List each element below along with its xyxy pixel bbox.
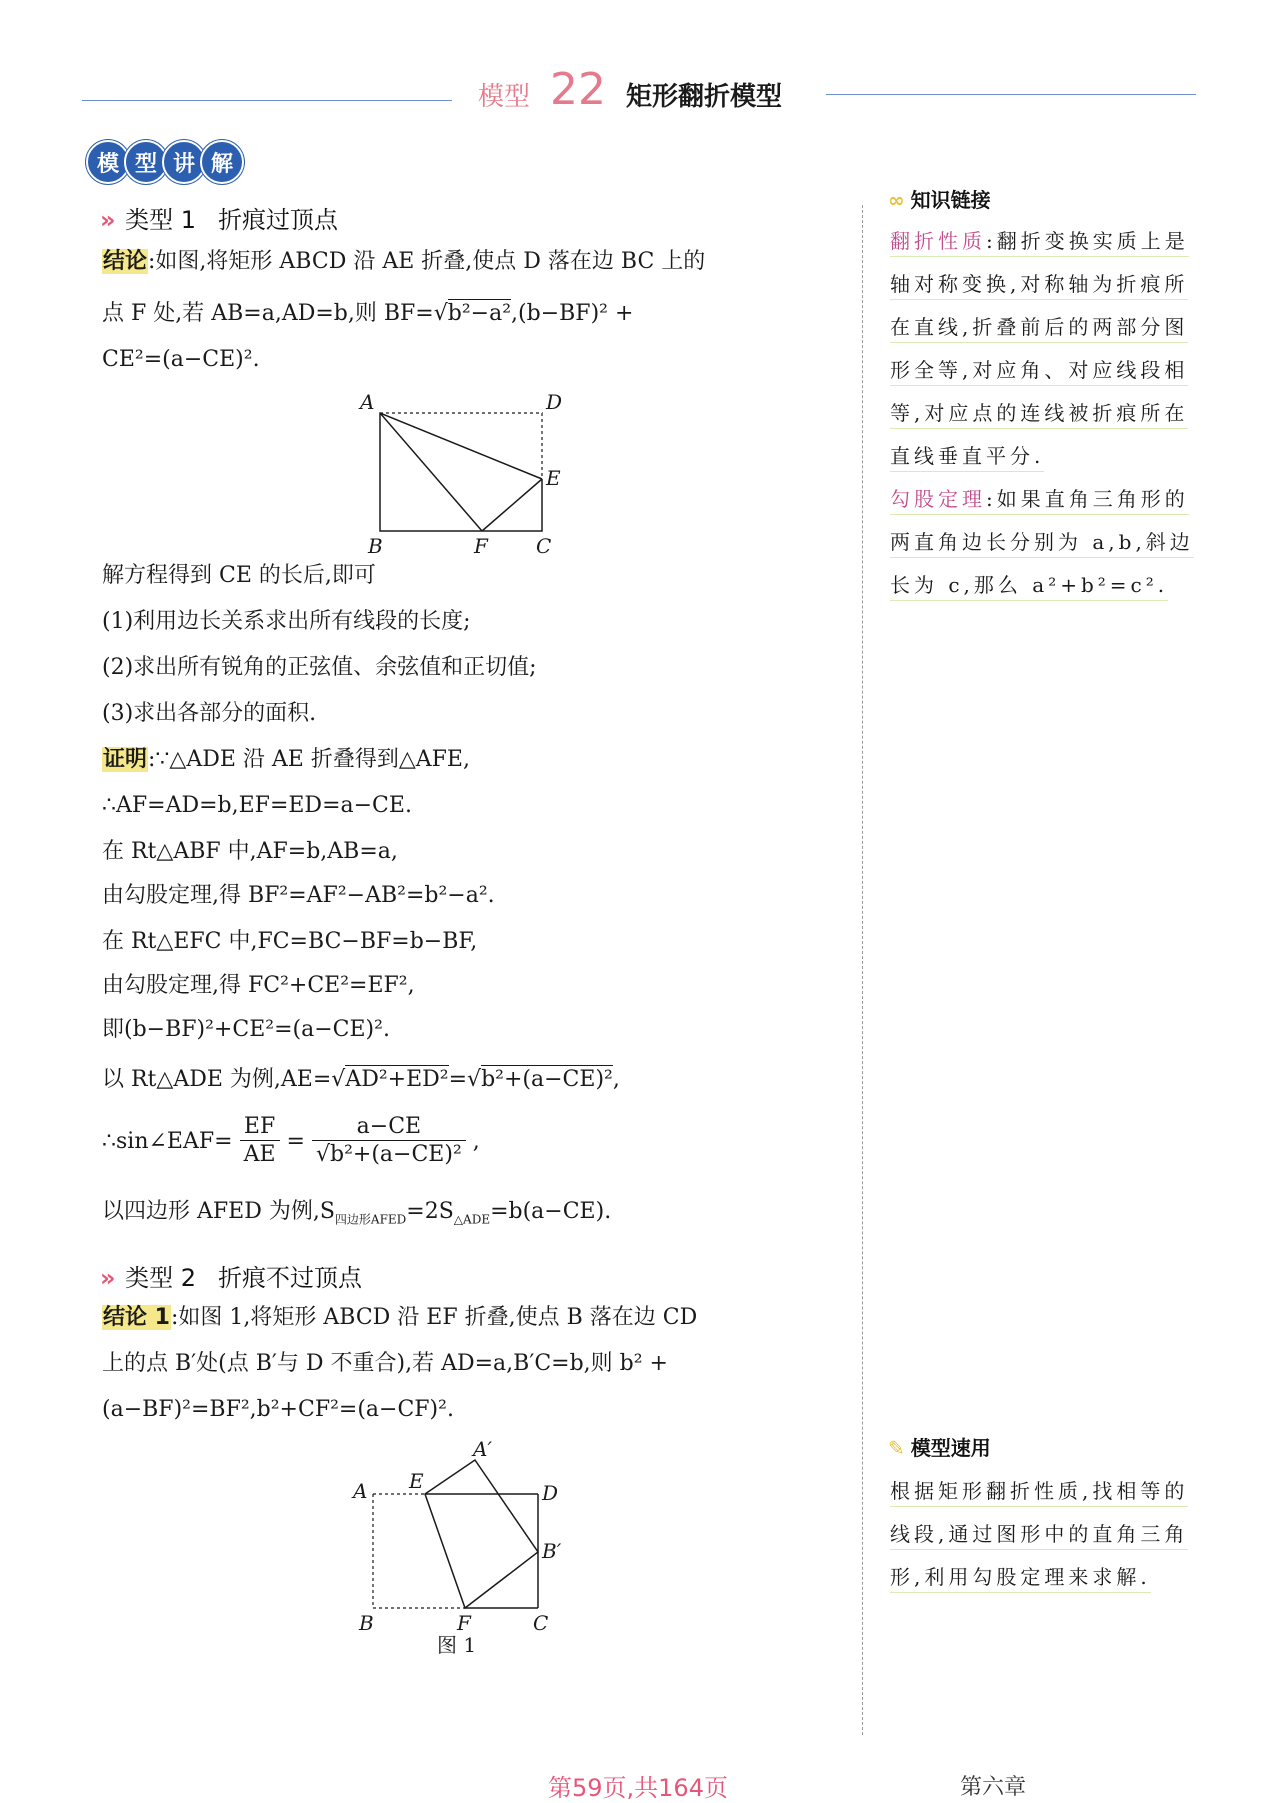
label-c: C — [533, 1611, 549, 1635]
knowledge-1-label: 翻折性质 — [890, 229, 986, 253]
step-3: (3)求出各部分的面积. — [102, 701, 317, 726]
label-c: C — [536, 534, 552, 558]
proof-line1: 证明:∵△ADE 沿 AE 折叠得到△AFE, — [103, 747, 470, 772]
sidebar-divider — [862, 205, 863, 1735]
double-chevron-icon: » — [100, 206, 112, 234]
type1-conclusion-line2: 点 F 处,若 AB=a,AD=b,则 BF=√b²−a²,(b−BF)² + — [102, 301, 634, 326]
folded-quadrilateral — [425, 1460, 538, 1608]
label-a: A — [353, 1479, 368, 1503]
proof-line10: 以四边形 AFED 为例$,S_{四边形AFED}=2S_{\triangle ADE}=b(a-CE)$. — [102, 1199, 612, 1227]
header-line-right — [826, 94, 1196, 95]
knowledge-2-label: 勾股定理 — [890, 487, 986, 511]
header-line-left — [82, 100, 452, 101]
quick-use-line1: 根据矩形翻折性质,找相等的 — [890, 1478, 1188, 1507]
type1-figure — [350, 385, 590, 560]
knowledge-1-line6: 直线垂直平分. — [890, 443, 1044, 472]
proof-line2: ∴AF=AD=b,EF=ED=a−CE. — [102, 793, 412, 818]
proof-line3: 在 Rt△ABF 中,AF=b,AB=a, — [102, 839, 398, 864]
header-model-label: 模型 — [478, 82, 531, 112]
knowledge-1-line3: 在直线,折叠前后的两部分图 — [890, 314, 1188, 343]
quick-use-line2: 线段,通过图形中的直角三角 — [890, 1521, 1188, 1550]
type2-conclusion-line1: 结论 1:如图 1,将矩形 ABCD 沿 EF 折叠,使点 B 落在边 CD — [103, 1305, 698, 1330]
badge-1: 模 — [86, 140, 130, 184]
knowledge-2-line1: 勾股定理:如果直角三角形的 — [890, 486, 1189, 515]
type2-heading: » 类型 2 折痕不过顶点 — [100, 1264, 363, 1292]
badge-3: 讲 — [162, 140, 206, 184]
label-d: D — [542, 1481, 559, 1505]
badge-4: 解 — [200, 140, 244, 184]
label-f: F — [474, 534, 488, 558]
knowledge-1-line2: 轴对称变换,对称轴为折痕所 — [890, 271, 1188, 300]
type2-conclusion-line3: (a−BF)²=BF²,b²+CF²=(a−CF)². — [102, 1397, 454, 1422]
proof-line9: ∴sin∠EAF= $\frac{EF}{AE}$ = $\frac{a-CE}{\text{√b²+(a−CE)²}}$ , — [102, 1114, 480, 1167]
proof-label: 证明 — [103, 747, 148, 772]
label-b-prime: B′ — [542, 1539, 562, 1563]
chapter-label: 第六章 — [960, 1775, 1027, 1800]
label-b: B — [359, 1611, 374, 1635]
page-indicator: 第59页,共164页 — [548, 1774, 728, 1802]
fraction-sin-value: $\frac{a-CE}{\text{√b²+(a−CE)²}}$ — [312, 1114, 466, 1169]
proof-line5: 在 Rt△EFC 中,FC=BC−BF=b−BF, — [102, 929, 478, 954]
rect-abcd — [380, 413, 542, 531]
proof-line7: 即(b−BF)²+CE²=(a−CE)². — [102, 1017, 390, 1042]
type1-conclusion-line3: CE²=(a−CE)². — [102, 347, 260, 372]
step-2: (2)求出所有锐角的正弦值、余弦值和正切值; — [102, 655, 537, 680]
segment-af — [380, 413, 482, 531]
double-chevron-icon: » — [100, 1264, 112, 1292]
label-a: A — [360, 390, 375, 414]
conclusion-label: 结论 — [103, 249, 148, 274]
label-e: E — [546, 466, 561, 490]
step-1: (1)利用边长关系求出所有线段的长度; — [102, 609, 471, 634]
link-icon: ∞ — [888, 188, 905, 212]
header-title: 矩形翻折模型 — [626, 82, 783, 112]
label-f: F — [457, 1611, 471, 1635]
knowledge-2-line2: 两直角边长分别为 a,b,斜边 — [890, 529, 1194, 558]
knowledge-1-line1: 翻折性质:翻折变换实质上是 — [890, 228, 1189, 257]
label-b: B — [368, 534, 383, 558]
proof-line6: 由勾股定理,得 FC²+CE²=EF², — [102, 973, 415, 998]
label-e: E — [409, 1469, 424, 1493]
proof-line8: 以 Rt△ADE 为例,AE=√AD²+ED²=√b²+(a−CE)², — [102, 1067, 620, 1092]
type2-conclusion-line2: 上的点 B′处(点 B′与 D 不重合),若 AD=a,B′C=b,则 b² + — [102, 1351, 668, 1376]
after-figure-text: 解方程得到 CE 的长后,即可 — [102, 563, 376, 588]
quick-use-line3: 形,利用勾股定理来求解. — [890, 1564, 1151, 1593]
badge-2: 型 — [124, 140, 168, 184]
pencil-icon: ✎ — [888, 1436, 905, 1460]
label-d: D — [546, 390, 563, 414]
quick-use-title: ✎ 模型速用 — [888, 1436, 991, 1460]
type1-heading: » 类型 1 折痕过顶点 — [100, 206, 339, 234]
knowledge-title: ∞ 知识链接 — [888, 188, 991, 212]
label-a-prime: A′ — [473, 1438, 492, 1461]
type2-figure — [345, 1438, 585, 1660]
fraction-ef-ae: $\frac{EF}{AE}$ — [240, 1114, 280, 1169]
conclusion1-label: 结论 1 — [103, 1305, 170, 1330]
proof-line4: 由勾股定理,得 BF²=AF²−AB²=b²−a². — [102, 883, 495, 908]
header-model-number: 22 — [550, 64, 606, 115]
section-badges — [86, 140, 238, 184]
figure-caption: 图 1 — [437, 1633, 477, 1657]
knowledge-1-line4: 形全等,对应角、对应线段相 — [890, 357, 1188, 386]
type1-conclusion-line1: 结论:如图,将矩形 ABCD 沿 AE 折叠,使点 D 落在边 BC 上的 — [103, 249, 706, 274]
segment-ae — [380, 413, 542, 479]
segment-fe — [482, 479, 542, 531]
knowledge-2-line3: 长为 c,那么 a²+b²=c². — [890, 572, 1168, 601]
knowledge-1-line5: 等,对应点的连线被折痕所在 — [890, 400, 1188, 429]
